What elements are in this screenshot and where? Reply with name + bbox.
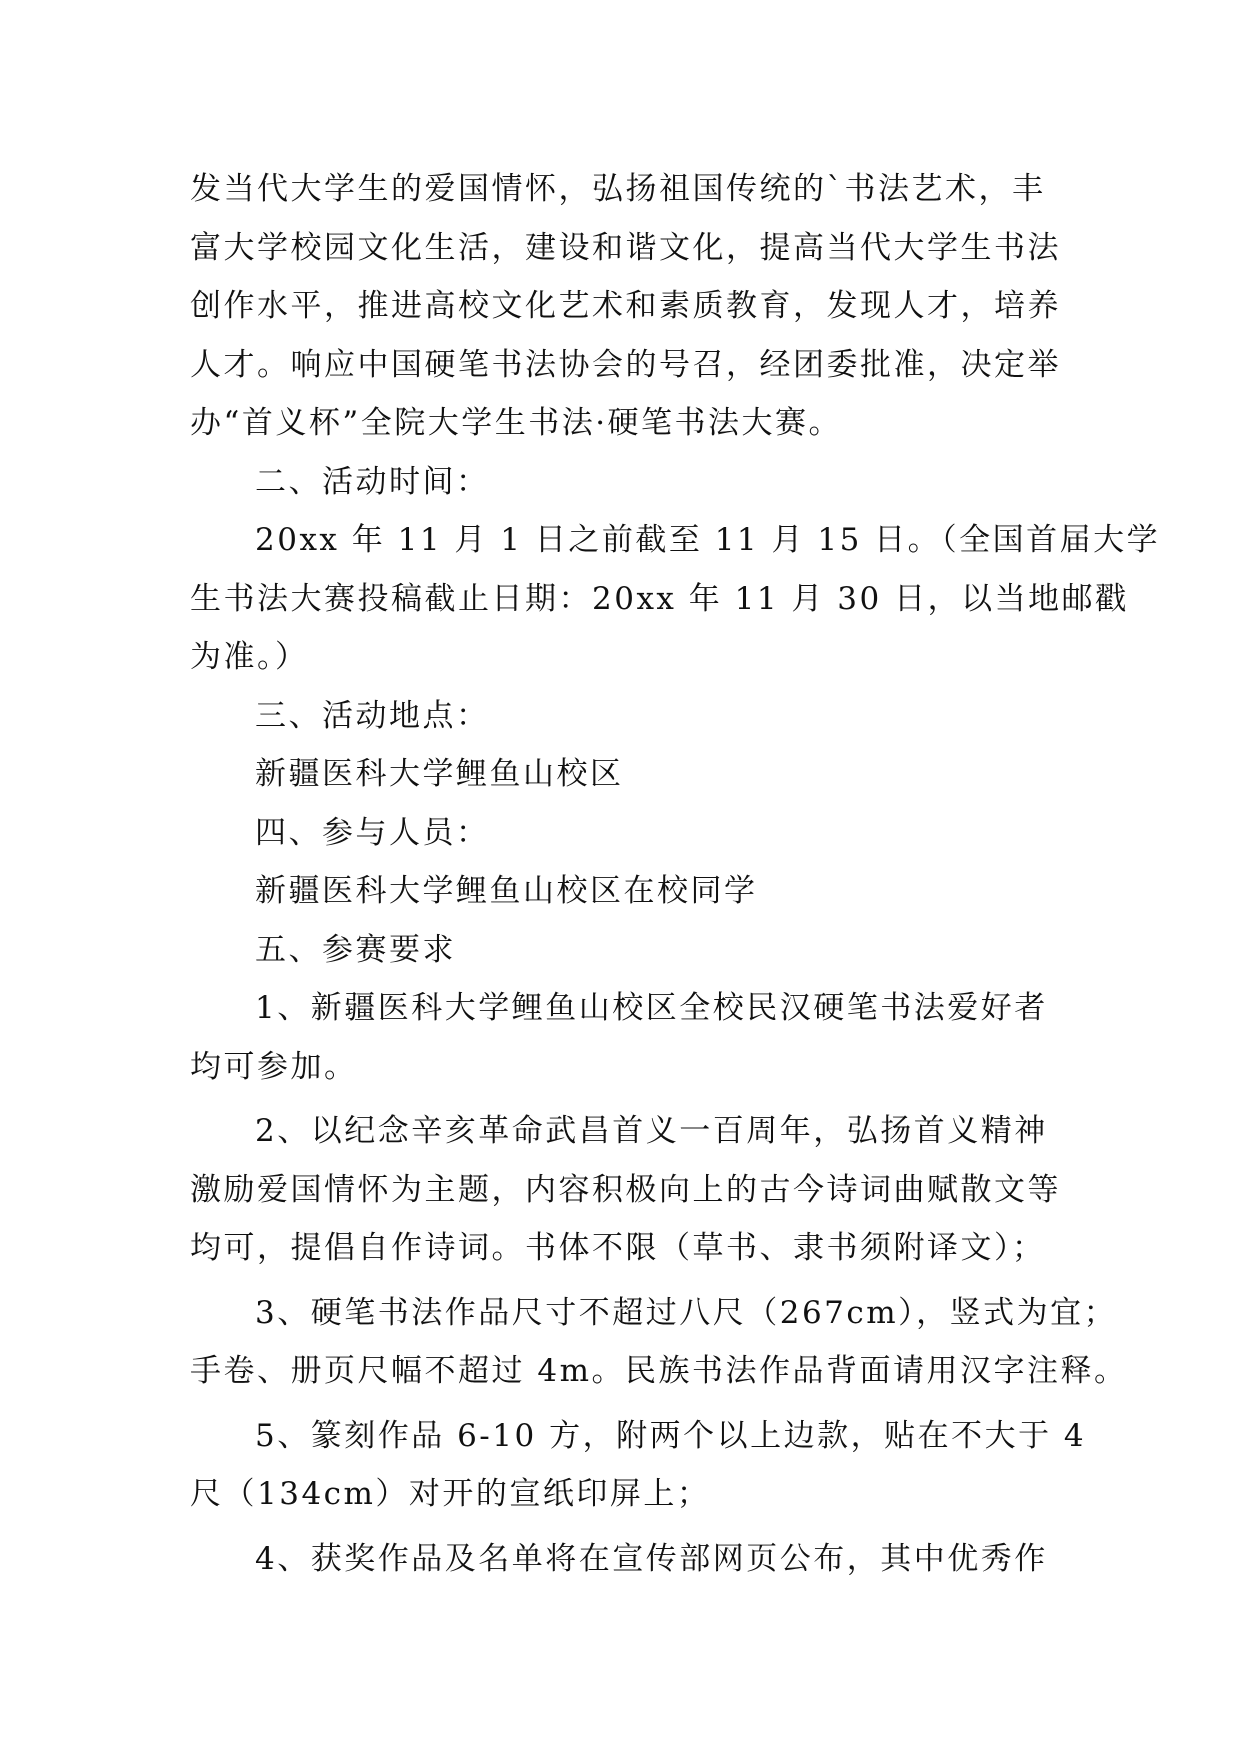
body-text-line: 富大学校园文化生活，建设和谐文化，提高当代大学生书法: [190, 229, 1061, 266]
section-heading-location: 三、活动地点：: [255, 697, 490, 734]
body-text-line: 手卷、册页尺幅不超过 4m。民族书法作品背面请用汉字注释。: [190, 1353, 1128, 1389]
body-text-line: 1、新疆医科大学鲤鱼山校区全校民汉硬笔书法爱好者: [255, 990, 1048, 1026]
body-text-line: 新疆医科大学鲤鱼山校区在校同学: [255, 873, 758, 909]
section-heading-requirements: 五、参赛要求: [255, 931, 456, 968]
body-text-line: 激励爱国情怀为主题，内容积极向上的古今诗词曲赋散文等: [190, 1171, 1061, 1208]
section-heading-time: 二、活动时间：: [255, 463, 490, 500]
body-text-line: 4、获奖作品及名单将在宣传部网页公布，其中优秀作: [255, 1540, 1048, 1577]
body-text-line: 创作水平，推进高校文化艺术和素质教育，发现人才，培养: [190, 288, 1061, 324]
body-text-line: 均可，提倡自作诗词。书体不限（草书、隶书须附译文）；: [190, 1230, 1046, 1266]
body-text-line: 人才。响应中国硬笔书法协会的号召，经团委批准，决定举: [190, 346, 1061, 383]
body-text-line: 为准。）: [190, 639, 309, 675]
body-text-line: 2、以纪念辛亥革命武昌首义一百周年，弘扬首义精神: [255, 1113, 1048, 1149]
body-text-line: 5、篆刻作品 6-10 方，附两个以上边款，贴在不大于 4: [255, 1417, 1087, 1454]
body-text-line: 20xx 年 11 月 1 日之前截至 11 月 15 日。（全国首届大学: [255, 522, 1161, 558]
body-text-line: 新疆医科大学鲤鱼山校区: [255, 756, 624, 792]
body-text-line: 发当代大学生的爱国情怀，弘扬祖国传统的`书法艺术，丰: [190, 171, 1046, 207]
body-text-line: 办“首义杯”全院大学生书法·硬笔书法大赛。: [190, 405, 843, 441]
section-heading-participants: 四、参与人员：: [255, 814, 490, 851]
document-body: [190, 160, 1161, 1588]
body-text-line: 尺（134cm）对开的宣纸印屏上；: [190, 1476, 711, 1512]
body-text-line: 均可参加。: [190, 1048, 358, 1085]
body-text-line: 生书法大赛投稿截止日期：20xx 年 11 月 30 日，以当地邮戳: [190, 580, 1129, 617]
body-text-line: 3、硬笔书法作品尺寸不超过八尺（267cm），竖式为宜；: [255, 1294, 1118, 1331]
